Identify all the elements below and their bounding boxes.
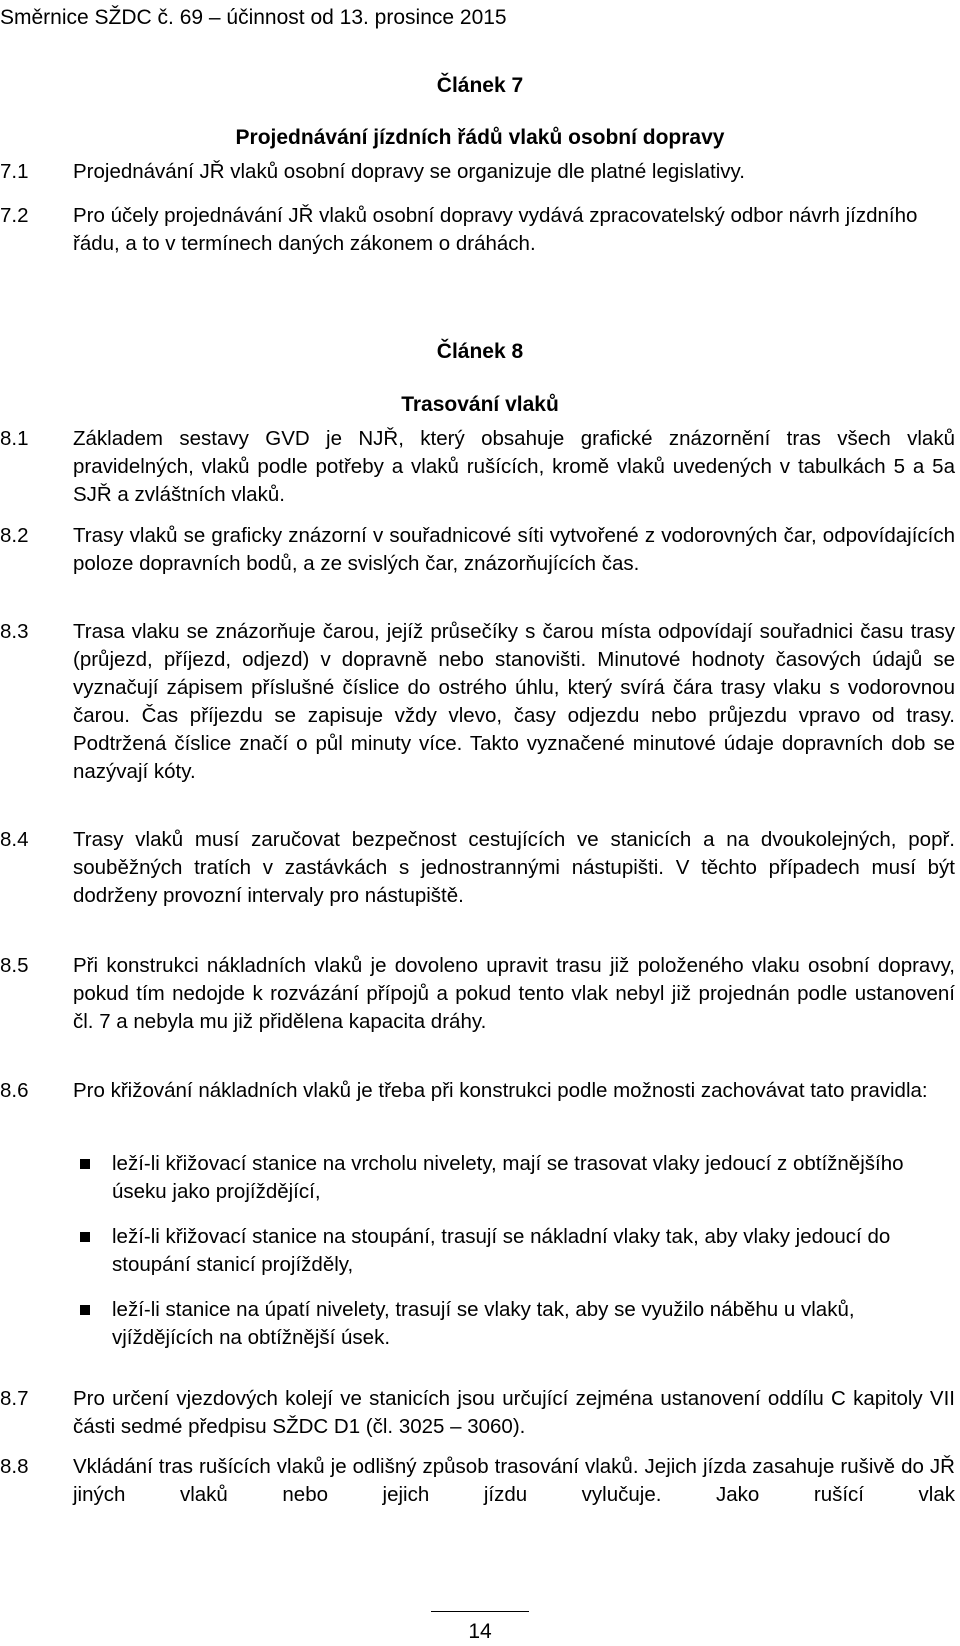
paragraph-number: 8.4 [0,828,29,851]
paragraph-number: 8.5 [0,954,29,977]
paragraph-8-3 [0,618,955,786]
list-item [0,1296,955,1352]
paragraph-8-8 [0,1453,955,1509]
page-number: 14 [468,1620,492,1643]
paragraph-8-1 [0,425,955,509]
article-7-title: Článek 7 [436,74,524,97]
paragraph-text: Pro účely projednávání JŘ vlaků osobní dopravy vydává zpracovatelský odbor návrh jízdního řádu, a to v termínech daných zákonem o dráhách. [73,204,918,255]
paragraph-8-7 [0,1385,955,1441]
list-item-text: leží-li křižovací stanice na stoupání, trasují se nákladní vlaky tak, aby vlaky jedoucí do stoupání stanicí projížděly, [112,1225,891,1276]
paragraph-number: 8.2 [0,524,29,547]
paragraph-number: 7.2 [0,204,29,227]
article-8-title: Článek 8 [436,340,524,363]
paragraph-text: Při konstrukci nákladních vlaků je dovoleno upravit trasu již položeného vlaku osobní dopravy, pokud tím nedojde k rozvázání přípojů a pokud tento vlak nebyl již projednán podle ustanovení čl. 7 a nebyla mu již přidělena kapacita dráhy. [73,954,955,1033]
paragraph-text: Projednávání JŘ vlaků osobní dopravy se organizuje dle platné legislativy. [73,160,745,183]
paragraph-text: Trasy vlaků musí zaručovat bezpečnost cestujících ve stanicích a na dvoukolejných, popř. souběžných tratích v zastávkách s jednostrannými nástupišti. V těchto případech musí být dodrženy provozní intervaly pro nástupiště. [73,828,955,907]
square-bullet-icon [80,1159,90,1169]
paragraph-text: Vkládání tras rušících vlaků je odlišný způsob trasování vlaků. Jejich jízda zasahuje rušivě do JŘ jiných vlaků nebo jejich jízdu vylučuje. Jako rušící vlak [73,1455,955,1506]
list-item [0,1150,955,1206]
paragraph-8-4 [0,826,955,910]
paragraph-7-1 [0,158,955,186]
paragraph-number: 8.3 [0,620,29,643]
paragraph-text: Pro určení vjezdových kolejí ve stanicích jsou určující zejména ustanovení oddílu C kapitoly VII části sedmé předpisu SŽDC D1 (čl. 3025 – 3060). [73,1387,955,1438]
list-item-text: leží-li stanice na úpatí nivelety, trasují se vlaky tak, aby se využilo náběhu u vlaků, vjíždějících na obtížnější úsek. [112,1298,855,1349]
paragraph-number: 7.1 [0,160,29,183]
paragraph-8-2 [0,522,955,578]
paragraph-8-5 [0,952,955,1036]
square-bullet-icon [80,1232,90,1242]
paragraph-number: 8.1 [0,427,29,450]
paragraph-number: 8.7 [0,1387,29,1410]
paragraph-text: Pro křižování nákladních vlaků je třeba při konstrukci podle možnosti zachovávat tato pravidla: [73,1079,928,1102]
paragraph-text: Trasy vlaků se graficky znázorní v souřadnicové síti vytvořené z vodorovných čar, odpovídajících poloze dopravních bodů, a ze svislých čar, znázorňujících čas. [73,524,955,575]
paragraph-text: Trasa vlaku se znázorňuje čarou, jejíž průsečíky s čarou místa odpovídají souřadnici času trasy (průjezd, příjezd, odjezd) v dopravně nebo stanovišti. Minutové hodnoty časových údajů se vyznačují zápisem příslušné číslice do ostrého úhlu, který svírá čára trasy vlaku s vodorovnou čarou. Čas příjezdu se zapisuje vždy vlevo, časy odjezdu nebo průjezdu vpravo od trasy. Podtržená číslice značí o půl minuty více. Takto vyznačené minutové údaje dopravních dob se nazývají kóty. [73,620,955,783]
paragraph-number: 8.6 [0,1079,29,1102]
paragraph-7-2 [0,202,955,258]
list-item-text: leží-li křižovací stanice na vrcholu nivelety, mají se trasovat vlaky jedoucí z obtížnějšího úseku jako projíždějící, [112,1152,904,1203]
footer-divider [431,1611,529,1612]
list-item [0,1223,955,1279]
paragraph-text: Základem sestavy GVD je NJŘ, který obsahuje grafické znázornění tras všech vlaků pravidelných, vlaků podle potřeby a vlaků rušících, kromě vlaků uvedených v tabulkách 5 a 5a SJŘ a zvláštních vlaků. [73,427,955,506]
article-8-subtitle: Trasování vlaků [401,393,559,416]
square-bullet-icon [80,1305,90,1315]
paragraph-number: 8.8 [0,1455,29,1478]
article-7-subtitle: Projednávání jízdních řádů vlaků osobní dopravy [235,126,725,149]
rules-list [0,1150,955,1352]
document-header: Směrnice SŽDC č. 69 – účinnost od 13. prosince 2015 [0,6,507,29]
paragraph-8-6 [0,1077,955,1105]
